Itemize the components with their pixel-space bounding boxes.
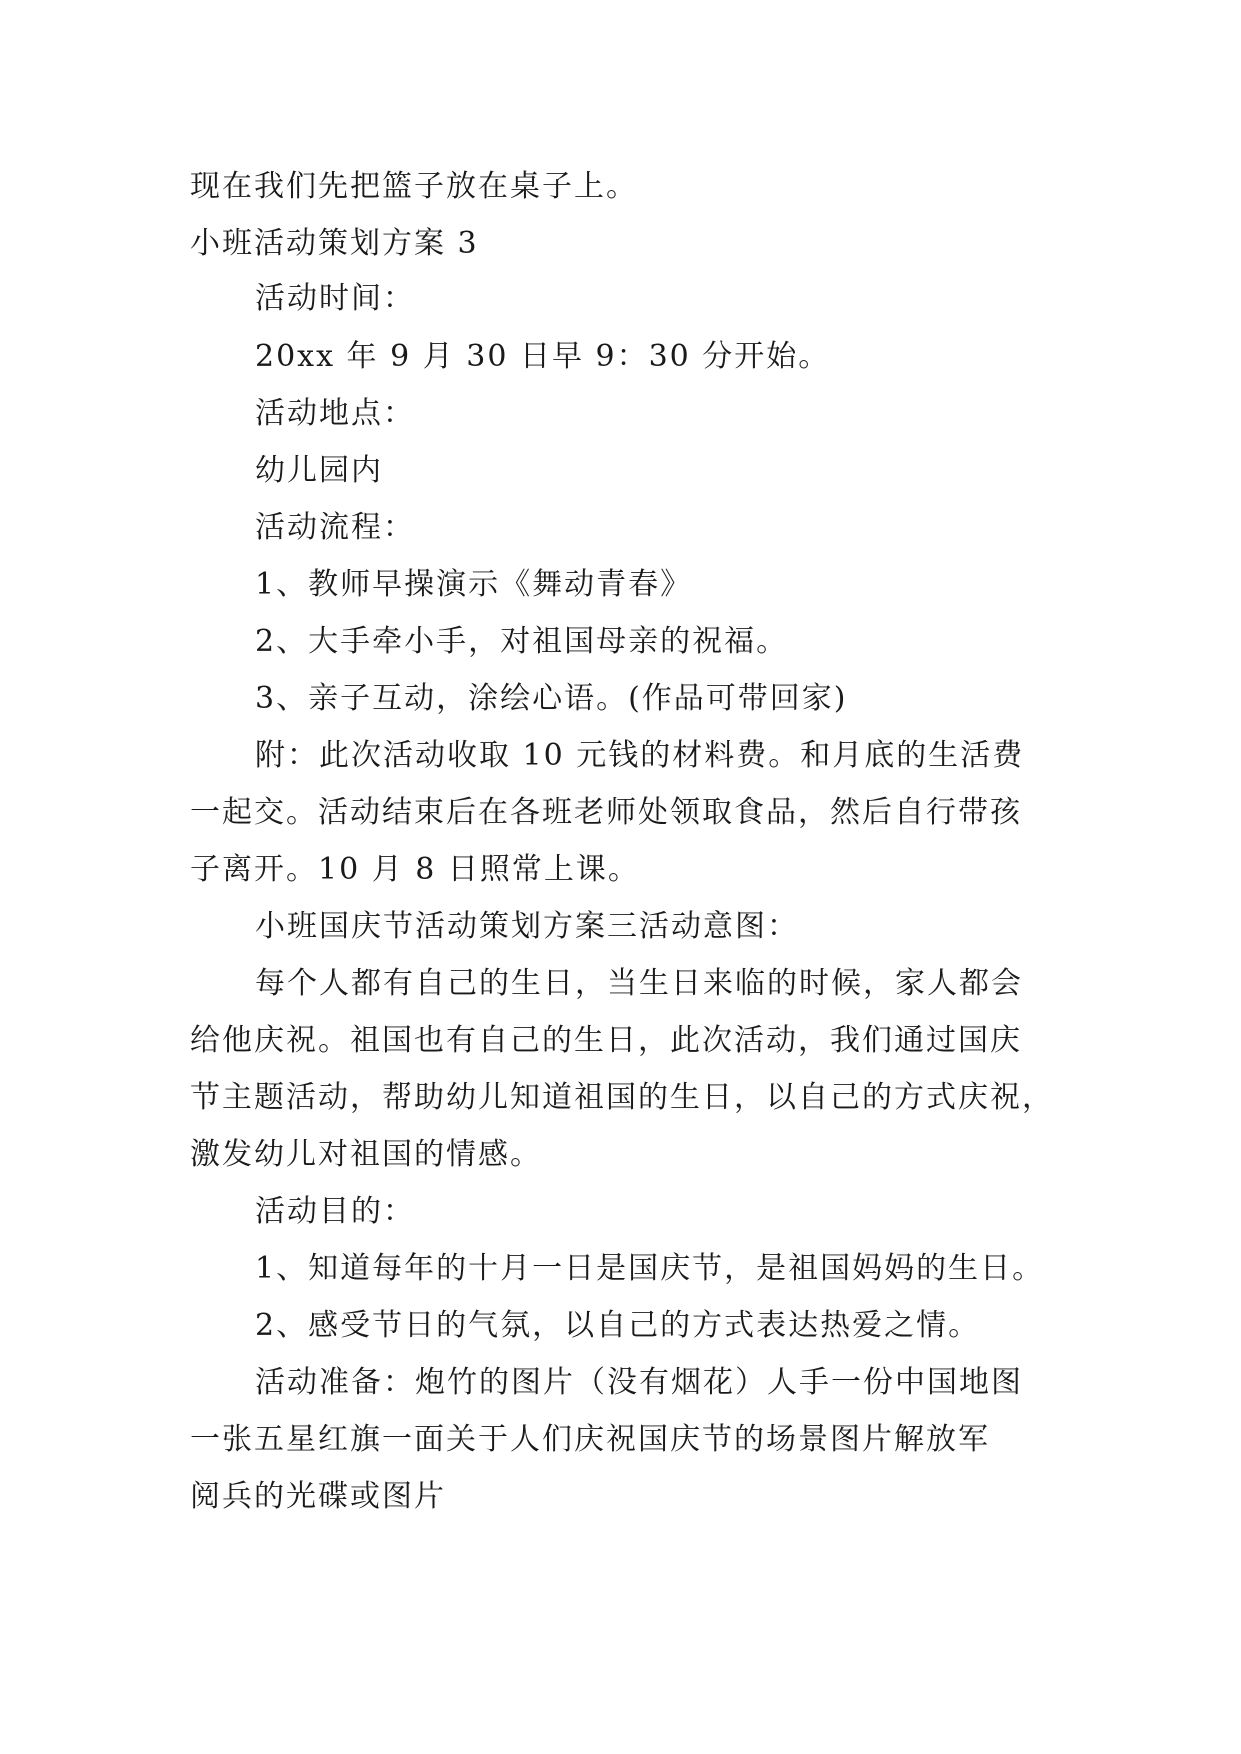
text-line: 小班国庆节活动策划方案三活动意图： bbox=[255, 909, 799, 944]
list-item: 1、知道每年的十月一日是国庆节，是祖国妈妈的生日。 bbox=[255, 1251, 1045, 1286]
list-item: 2、大手牵小手，对祖国母亲的祝福。 bbox=[255, 624, 789, 659]
text-line: 幼儿园内 bbox=[255, 453, 383, 488]
text-line: 活动地点： bbox=[255, 396, 415, 431]
text-line: 每个人都有自己的生日，当生日来临的时候，家人都会 bbox=[255, 966, 1023, 1001]
list-item: 2、感受节日的气氛，以自己的方式表达热爱之情。 bbox=[255, 1308, 981, 1343]
text-line: 活动时间： bbox=[255, 281, 415, 316]
text-line: 活动目的： bbox=[255, 1194, 415, 1229]
section-heading: 小班活动策划方案 3 bbox=[190, 226, 479, 261]
text-line: 20xx 年 9 月 30 日早 9：30 分开始。 bbox=[255, 339, 831, 374]
text-line: 节主题活动，帮助幼儿知道祖国的生日，以自己的方式庆祝， bbox=[190, 1080, 1054, 1115]
text-line: 激发幼儿对祖国的情感。 bbox=[190, 1137, 542, 1172]
text-line: 给他庆祝。祖国也有自己的生日，此次活动，我们通过国庆 bbox=[190, 1023, 1022, 1058]
text-line: 活动流程： bbox=[255, 510, 415, 545]
text-line: 子离开。10 月 8 日照常上课。 bbox=[190, 852, 640, 887]
list-item: 1、教师早操演示《舞动青春》 bbox=[255, 567, 693, 602]
text-line: 活动准备：炮竹的图片（没有烟花）人手一份中国地图 bbox=[255, 1365, 1023, 1400]
list-item: 3、亲子互动，涂绘心语。(作品可带回家) bbox=[255, 681, 848, 716]
text-line: 阅兵的光碟或图片 bbox=[190, 1479, 446, 1514]
text-line: 一起交。活动结束后在各班老师处领取食品，然后自行带孩 bbox=[190, 795, 1022, 830]
text-line: 附：此次活动收取 10 元钱的材料费。和月底的生活费 bbox=[255, 738, 1025, 773]
text-line: 现在我们先把篮子放在桌子上。 bbox=[190, 169, 638, 204]
text-line: 一张五星红旗一面关于人们庆祝国庆节的场景图片解放军 bbox=[190, 1422, 990, 1457]
